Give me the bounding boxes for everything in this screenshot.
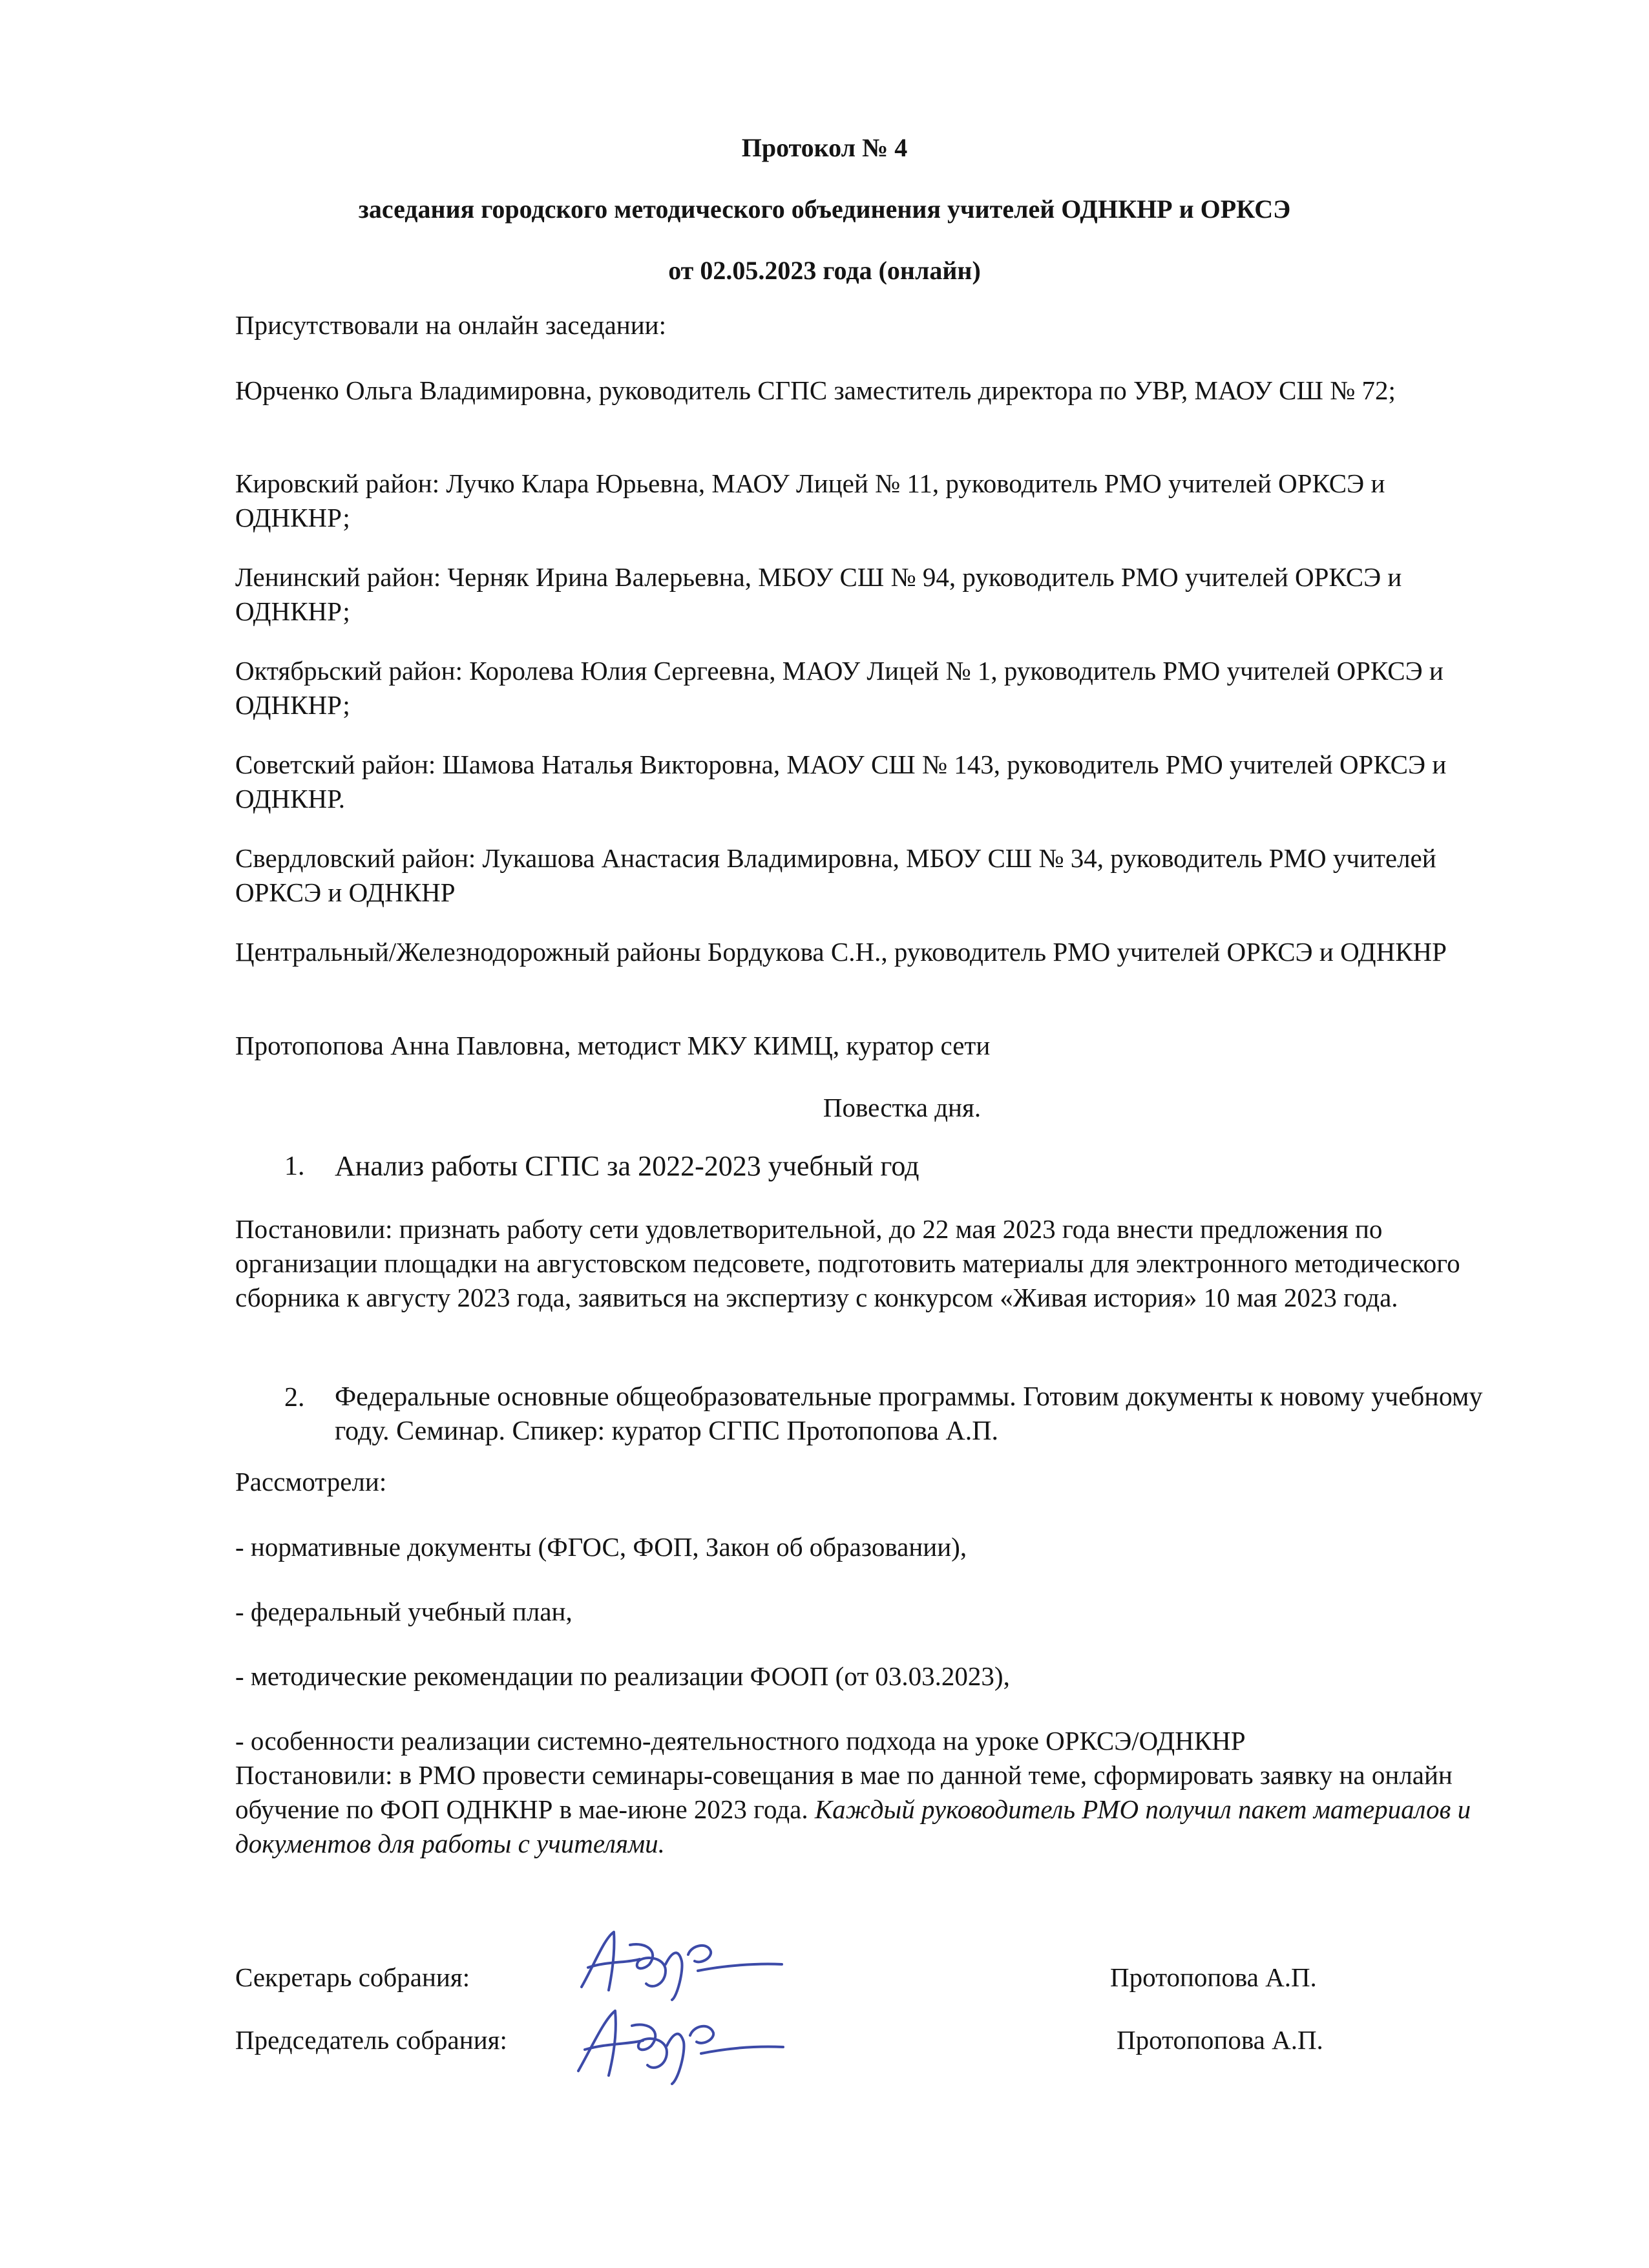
secretary-label: Секретарь собрания: [235,1962,470,1992]
document-title: Протокол № 4 [741,133,908,162]
attendee-item: Советский район: Шамова Наталья Викторовна, МАОУ СШ № 143, руководитель РМО учителей ОРКСЭ и ОДНКНР. [235,750,1447,814]
attendee-item: Юрченко Ольга Владимировна, руководитель СГПС заместитель директора по УВР, МАОУ СШ № 72; [235,375,1396,405]
agenda-heading: Повестка дня. [823,1093,982,1122]
considered-label: Рассмотрели: [235,1467,387,1496]
chair-label: Председатель собрания: [235,2025,507,2055]
secretary-signature [569,1926,788,2003]
decision-text: Постановили: в РМО провести семинары-совещания в мае по данной теме, сформировать заявку на онлайн обучение по ФОП ОДНКНР в мае-июне 2023 года. [235,1760,1453,1824]
secretary-name: Протопопова А.П. [1110,1962,1317,1992]
attendee-item: Свердловский район: Лукашова Анастасия Владимировна, МБОУ СШ № 34, руководитель РМО учителей ОРКСЭ и ОДНКНР [235,843,1436,907]
agenda-item-number: 1. [284,1151,305,1181]
attendance-intro: Присутствовали на онлайн заседании: [235,310,666,340]
considered-item: - федеральный учебный план, [235,1597,572,1626]
attendee-item: Ленинский район: Черняк Ирина Валерьевна, МБОУ СШ № 94, руководитель РМО учителей ОРКСЭ и ОДНКНР; [235,562,1402,626]
chair-signature [569,2003,788,2087]
considered-item: - методические рекомендации по реализации ФООП (от 03.03.2023), [235,1661,1010,1691]
attendee-item: Октябрьский район: Королева Юлия Сергеевна, МАОУ Лицей № 1, руководитель РМО учителей ОРКСЭ и ОДНКНР; [235,656,1444,720]
agenda-item-title: Анализ работы СГПС за 2022-2023 учебный год [335,1150,919,1182]
attendee-item: Кировский район: Лучко Клара Юрьевна, МАОУ Лицей № 11, руководитель РМО учителей ОРКСЭ и ОДНКНР; [235,468,1385,532]
chair-name: Протопопова А.П. [1117,2025,1323,2055]
document-subtitle: заседания городского методического объединения учителей ОДНКНР и ОРКСЭ [358,194,1291,224]
considered-item: - нормативные документы (ФГОС, ФОП, Закон об образовании), [235,1532,967,1562]
final-paragraph [235,1724,1502,1861]
attendee-item: Центральный/Железнодорожный районы Бордукова С.Н., руководитель РМО учителей ОРКСЭ и ОДНКНР [235,937,1447,967]
agenda-item-title: Федеральные основные общеобразовательные программы. Готовим документы к новому учебному году. Семинар. Спикер: куратор СГПС Протопопова А.П. [335,1382,1483,1446]
document-date: от 02.05.2023 года (онлайн) [668,256,981,285]
attendee-item: Протопопова Анна Павловна, методист МКУ КИМЦ, куратор сети [235,1031,991,1060]
considered-item: - особенности реализации системно-деятельностного подхода на уроке ОРКСЭ/ОДНКНР [235,1726,1246,1756]
decision-italic-text: Каждый руководитель РМО получил пакет материалов и документов для работы с учителями. [235,1794,1471,1858]
decision-paragraph: Постановили: признать работу сети удовлетворительной, до 22 мая 2023 года внести предложения по организации площадки на августовском педсовете, подготовить материалы для электронного методического сборника к августу 2023 года, заявиться на экспертизу с конкурсом «Живая история» 10 мая 2023 года. [235,1214,1460,1312]
agenda-item-number: 2. [284,1383,305,1412]
